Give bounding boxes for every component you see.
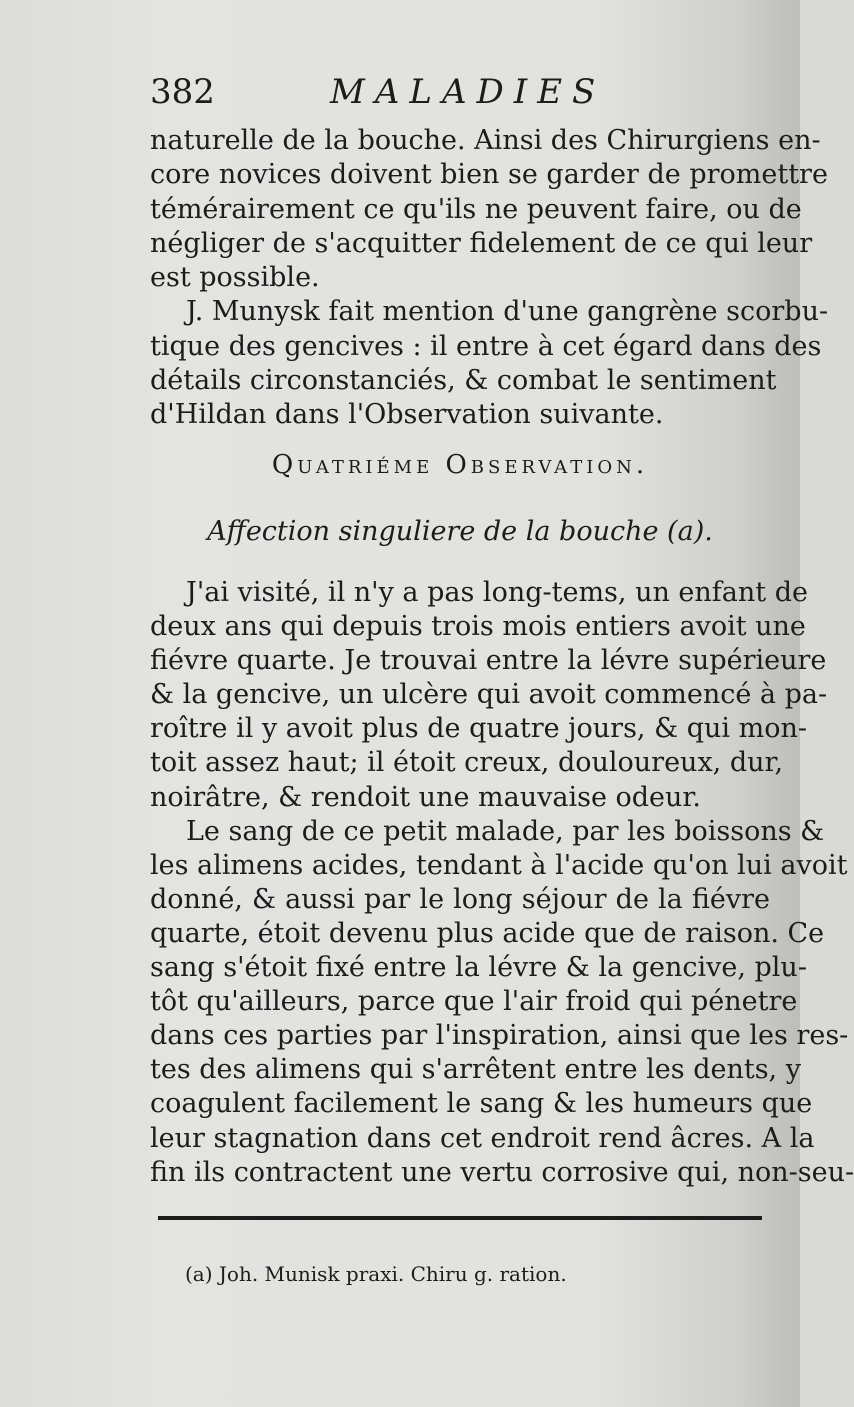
paragraph-sang bbox=[150, 815, 854, 1190]
section-subtitle: Affection singuliere de la bouche (a). bbox=[207, 516, 713, 547]
body-text-bottom bbox=[150, 576, 854, 1190]
text-line: témérairement ce qu'ils ne peuvent faire, ou de bbox=[150, 193, 802, 225]
text-line: J. Munysk fait mention d'une gangrène scorbu- bbox=[186, 296, 829, 328]
text-line: tique des gencives : il entre à cet égard dans des bbox=[150, 330, 822, 362]
text-line: coagulent facilement le sang & les humeurs que bbox=[150, 1088, 813, 1120]
text-line: est possible. bbox=[150, 262, 320, 294]
page-number: 382 bbox=[150, 72, 215, 112]
text-line: les alimens acides, tendant à l'acide qu'on lui avoit bbox=[150, 849, 848, 881]
text-line: fiévre quarte. Je trouvai entre la lévre supérieure bbox=[150, 645, 827, 677]
running-title: MALADIES bbox=[330, 72, 606, 112]
text-line: tôt qu'ailleurs, parce que l'air froid qui pénetre bbox=[150, 986, 798, 1018]
text-line: leur stagnation dans cet endroit rend âcres. A la bbox=[150, 1122, 815, 1154]
text-line: & la gencive, un ulcère qui avoit commencé à pa- bbox=[150, 679, 828, 711]
text-line: noirâtre, & rendoit une mauvaise odeur. bbox=[150, 781, 701, 813]
text-line: core novices doivent bien se garder de promettre bbox=[150, 159, 828, 191]
text-line: deux ans qui depuis trois mois entiers avoit une bbox=[150, 611, 806, 643]
text-line: donné, & aussi par le long séjour de la fiévre bbox=[150, 883, 770, 915]
text-line: d'Hildan dans l'Observation suivante. bbox=[150, 399, 664, 431]
text-line: Le sang de ce petit malade, par les boissons & bbox=[186, 815, 825, 847]
text-line: dans ces parties par l'inspiration, ainsi que les res- bbox=[150, 1020, 849, 1052]
text-line: toit assez haut; il étoit creux, douloureux, dur, bbox=[150, 747, 784, 779]
text-line: détails circonstanciés, & combat le sentiment bbox=[150, 365, 777, 397]
text-line: quarte, étoit devenu plus acide que de raison. Ce bbox=[150, 917, 825, 949]
text-line: J'ai visité, il n'y a pas long-tems, un enfant de bbox=[186, 577, 808, 608]
body-text-top bbox=[150, 124, 829, 433]
section-heading: Quatriéme Observation. bbox=[271, 450, 649, 480]
text-line: roître il y avoit plus de quatre jours, & qui mon- bbox=[150, 713, 807, 745]
footnote-rule bbox=[158, 1216, 762, 1220]
text-line: naturelle de la bouche. Ainsi des Chirurgiens en- bbox=[150, 125, 821, 156]
paragraph-munysk bbox=[150, 295, 829, 432]
running-head bbox=[150, 72, 770, 122]
text-line: tes des alimens qui s'arrêtent entre les dents, y bbox=[150, 1054, 801, 1086]
paragraph-continued bbox=[150, 124, 828, 295]
text-line: négliger de s'acquitter fidelement de ce qui leur bbox=[150, 227, 813, 259]
text-line: sang s'étoit fixé entre la lévre & la gencive, plu- bbox=[150, 952, 807, 984]
footnote: (a) Joh. Munisk praxi. Chiru g. ration. bbox=[185, 1262, 567, 1286]
paragraph-observation bbox=[150, 576, 828, 815]
text-line: fin ils contractent une vertu corrosive qui, non-seu- bbox=[150, 1156, 854, 1188]
